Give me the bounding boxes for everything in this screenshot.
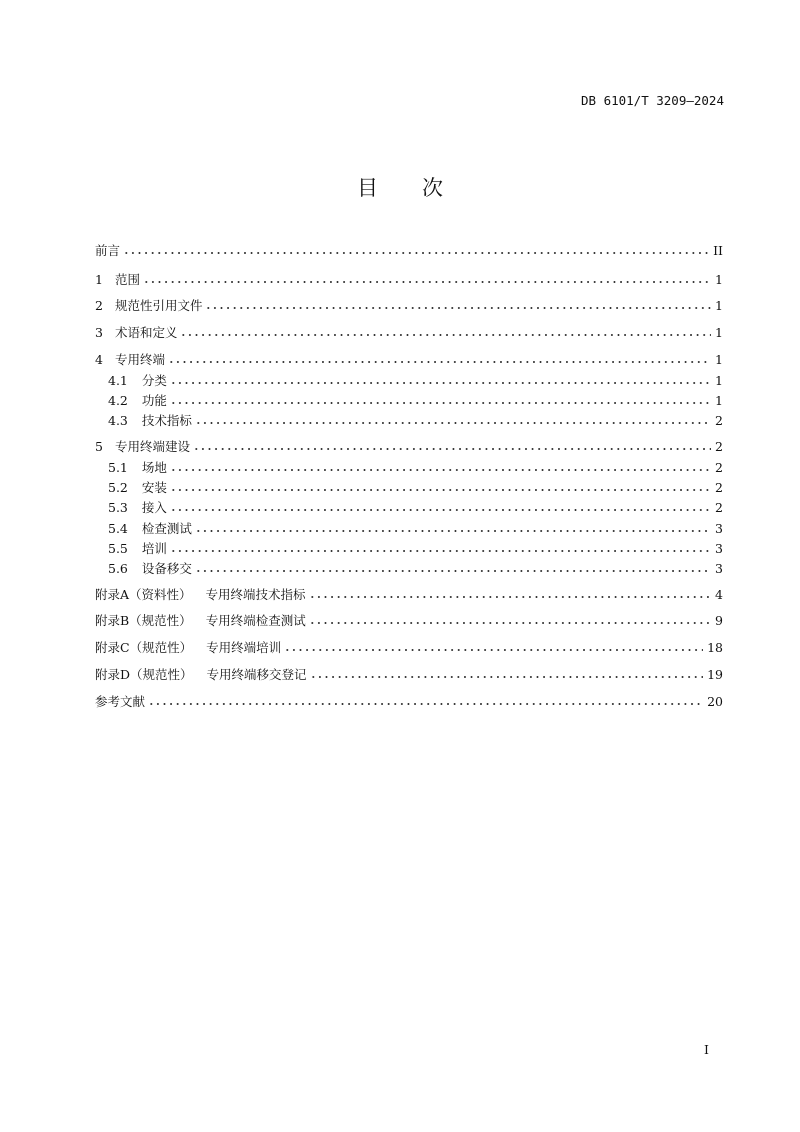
dot-leader — [284, 648, 703, 652]
dot-leader — [123, 251, 709, 255]
toc-entry-number: 5.6 — [108, 561, 128, 576]
toc-entry[interactable] — [95, 325, 723, 341]
toc-entry-label: 技术指标 — [141, 413, 192, 428]
toc-entry-label: 场地 — [141, 460, 167, 475]
toc-entry[interactable] — [95, 298, 723, 314]
toc-entry-page: 19 — [707, 667, 723, 682]
dot-leader — [170, 381, 711, 385]
toc-entry-label: 专用终端移交登记 — [206, 667, 307, 682]
toc-entry[interactable] — [95, 694, 723, 710]
toc-entry-page: 18 — [707, 640, 723, 655]
toc-entry-number: 附录D（规范性） — [95, 667, 193, 682]
toc-entry-label: 培训 — [141, 541, 167, 556]
toc-entry-number: 5.2 — [108, 480, 128, 495]
toc-entry[interactable] — [108, 541, 723, 557]
toc-entry-number: 5.4 — [108, 521, 128, 536]
toc-entry-page: 3 — [715, 541, 723, 556]
toc-entry-number: 3 — [95, 325, 103, 340]
toc-entry-label: 专用终端 — [114, 352, 165, 367]
dot-leader — [148, 702, 703, 706]
toc-entry-number: 4.2 — [108, 393, 128, 408]
toc-entry-page: 2 — [715, 500, 723, 515]
toc-entry[interactable] — [108, 500, 723, 516]
toc-entry[interactable] — [108, 521, 723, 537]
toc-entry-label: 参考文献 — [95, 694, 146, 709]
page-number: I — [704, 1042, 709, 1057]
toc-entry-number: 5.1 — [108, 460, 128, 475]
toc-entry-number: 附录A（资料性） — [95, 587, 192, 602]
title-char: 次 — [422, 176, 443, 200]
toc-entry-label: 安装 — [141, 480, 167, 495]
toc-entry-number: 1 — [95, 272, 103, 287]
toc-entry[interactable] — [108, 561, 723, 577]
title-char: 目 — [357, 176, 378, 200]
toc-entry[interactable] — [108, 460, 723, 476]
toc-entry-number: 5.3 — [108, 500, 128, 515]
toc-entry-label: 专用终端建设 — [114, 439, 190, 454]
toc-entry-label: 设备移交 — [141, 561, 192, 576]
toc-entry-page: 2 — [715, 413, 723, 428]
toc-entry-page: 1 — [715, 352, 723, 367]
toc-entry-number: 4.1 — [108, 373, 128, 388]
toc-entry-page: 1 — [715, 393, 723, 408]
toc-entry[interactable] — [108, 413, 723, 429]
toc-entry-page: 3 — [715, 561, 723, 576]
dot-leader — [170, 488, 711, 492]
toc-entry-page: 3 — [715, 521, 723, 536]
toc-entry-label: 前言 — [95, 243, 121, 258]
toc-entry-page: 1 — [715, 325, 723, 340]
dot-leader — [195, 421, 711, 425]
toc-entry-label: 专用终端技术指标 — [205, 587, 306, 602]
dot-leader — [170, 468, 711, 472]
toc-entry-label: 术语和定义 — [114, 325, 178, 340]
toc-entry[interactable] — [95, 640, 723, 656]
dot-leader — [170, 508, 711, 512]
document-id: DB 6101/T 3209—2024 — [581, 93, 724, 108]
toc-entry[interactable] — [95, 613, 723, 629]
dot-leader — [180, 333, 711, 337]
toc-entry[interactable] — [108, 393, 723, 409]
toc-entry-number: 2 — [95, 298, 103, 313]
toc-entry-label: 规范性引用文件 — [114, 298, 203, 313]
toc-entry-label: 接入 — [141, 500, 167, 515]
toc-entry-page: 2 — [715, 460, 723, 475]
dot-leader — [193, 447, 711, 451]
toc-entry-page: II — [713, 243, 723, 258]
dot-leader — [195, 529, 711, 533]
toc-entry-page: 2 — [715, 480, 723, 495]
toc-entry-number: 4 — [95, 352, 103, 367]
toc-entry[interactable] — [108, 480, 723, 496]
toc-entry-number: 5 — [95, 439, 103, 454]
toc-entry[interactable] — [95, 667, 723, 683]
toc-entry[interactable] — [95, 272, 723, 288]
toc-entry-page: 20 — [707, 694, 723, 709]
toc-entry-number: 附录B（规范性） — [95, 613, 192, 628]
dot-leader — [168, 360, 711, 364]
toc-entry-label: 范围 — [114, 272, 140, 287]
toc-entry[interactable] — [108, 373, 723, 389]
toc-entry-label: 专用终端检查测试 — [205, 613, 306, 628]
toc-entry-page: 9 — [715, 613, 723, 628]
toc-entry[interactable] — [95, 352, 723, 368]
toc-entry-page: 1 — [715, 272, 723, 287]
dot-leader — [309, 595, 712, 599]
toc-entry-page: 1 — [715, 298, 723, 313]
toc-entry[interactable] — [95, 439, 723, 455]
toc-entry-number: 附录C（规范性） — [95, 640, 193, 655]
dot-leader — [205, 306, 711, 310]
toc-entry-label: 分类 — [141, 373, 167, 388]
toc-entry-page: 2 — [715, 439, 723, 454]
toc-entry-label: 检查测试 — [141, 521, 192, 536]
dot-leader — [170, 401, 711, 405]
dot-leader — [170, 549, 711, 553]
toc-entry-page: 4 — [715, 587, 723, 602]
toc-entry-page: 1 — [715, 373, 723, 388]
toc-entry-label: 专用终端培训 — [206, 640, 282, 655]
toc-entry[interactable] — [95, 587, 723, 603]
page-title — [0, 172, 800, 202]
toc-entry-label: 功能 — [141, 393, 167, 408]
dot-leader — [195, 569, 711, 573]
toc-entry[interactable] — [95, 243, 723, 259]
dot-leader — [310, 675, 704, 679]
dot-leader — [143, 280, 711, 284]
toc-entry-number: 5.5 — [108, 541, 128, 556]
dot-leader — [309, 621, 711, 625]
toc-entry-number: 4.3 — [108, 413, 128, 428]
